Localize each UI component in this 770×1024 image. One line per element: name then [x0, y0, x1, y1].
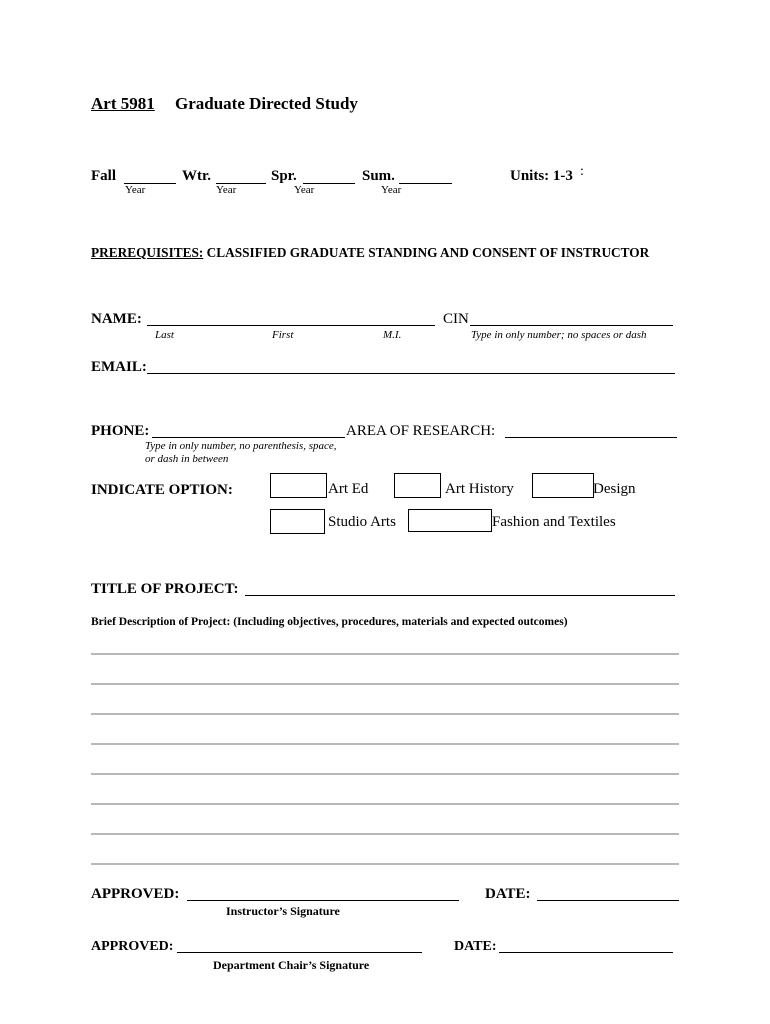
description-line [91, 713, 679, 715]
phone-hint-line2: or dash in between [145, 453, 229, 465]
last-name-caption: Last [155, 329, 174, 341]
description-line [91, 803, 679, 805]
description-line [91, 833, 679, 835]
research-label: AREA OF RESEARCH: [346, 423, 496, 439]
cin-label: CIN [443, 311, 469, 327]
option-label: INDICATE OPTION: [91, 482, 233, 498]
chair-date-label: DATE: [454, 939, 497, 954]
fall-year-caption: Year [125, 184, 146, 196]
instructor-signature-caption: Instructor’s Signature [226, 904, 340, 918]
design-label: Design [593, 481, 636, 497]
art-history-label: Art History [445, 481, 514, 497]
prerequisites-line: PREREQUISITES: CLASSIFIED GRADUATE STANDING AND CONSENT OF INSTRUCTOR [91, 245, 650, 260]
research-field[interactable] [505, 437, 677, 438]
instructor-date-field[interactable] [537, 900, 679, 901]
spring-label: Spr. [271, 168, 297, 184]
description-line [91, 683, 679, 685]
units-label: Units: 1-3 [510, 168, 573, 184]
description-line [91, 743, 679, 745]
fashion-label: Fashion and Textiles [492, 514, 616, 530]
project-title-label: TITLE OF PROJECT: [91, 581, 239, 597]
chair-date-field[interactable] [499, 952, 673, 953]
first-name-caption: First [272, 329, 294, 341]
name-field[interactable] [147, 325, 435, 326]
phone-label: PHONE: [91, 423, 150, 439]
spring-year-caption: Year [294, 184, 315, 196]
chair-approved-label: APPROVED: [91, 939, 174, 954]
project-description-label: Brief Description of Project: (Including objectives, procedures, materials and expected outcomes) [91, 616, 568, 628]
fall-label: Fall [91, 168, 116, 184]
art-ed-checkbox[interactable] [270, 473, 327, 498]
winter-label: Wtr. [182, 168, 212, 184]
project-title-field[interactable] [245, 595, 675, 596]
art-history-checkbox[interactable] [394, 473, 441, 498]
cin-hint: Type in only number; no spaces or dash [471, 329, 647, 341]
instructor-date-label: DATE: [485, 886, 531, 902]
cin-field[interactable] [470, 325, 673, 326]
course-code: Art 5981 [91, 94, 155, 113]
chair-signature-caption: Department Chair’s Signature [213, 958, 370, 972]
description-line [91, 863, 679, 865]
phone-hint-line1: Type in only number, no parenthesis, space, [145, 440, 337, 452]
phone-field[interactable] [152, 437, 345, 438]
email-label: EMAIL: [91, 359, 147, 375]
summer-label: Sum. [362, 168, 395, 184]
design-checkbox[interactable] [532, 473, 594, 498]
studio-arts-checkbox[interactable] [270, 509, 325, 534]
winter-year-caption: Year [216, 184, 237, 196]
units-mark: : [580, 164, 584, 179]
fashion-checkbox[interactable] [408, 509, 492, 532]
summer-year-caption: Year [381, 184, 402, 196]
chair-signature-field[interactable] [177, 952, 422, 953]
name-label: NAME: [91, 311, 142, 327]
summer-year-field[interactable] [399, 183, 452, 184]
studio-arts-label: Studio Arts [328, 514, 396, 530]
instructor-approved-label: APPROVED: [91, 886, 180, 902]
middle-initial-caption: M.I. [383, 329, 402, 341]
email-field[interactable] [147, 373, 675, 374]
description-line [91, 653, 679, 655]
instructor-signature-field[interactable] [187, 900, 459, 901]
page-title: Graduate Directed Study [175, 94, 358, 113]
description-line [91, 773, 679, 775]
art-ed-label: Art Ed [328, 481, 369, 497]
